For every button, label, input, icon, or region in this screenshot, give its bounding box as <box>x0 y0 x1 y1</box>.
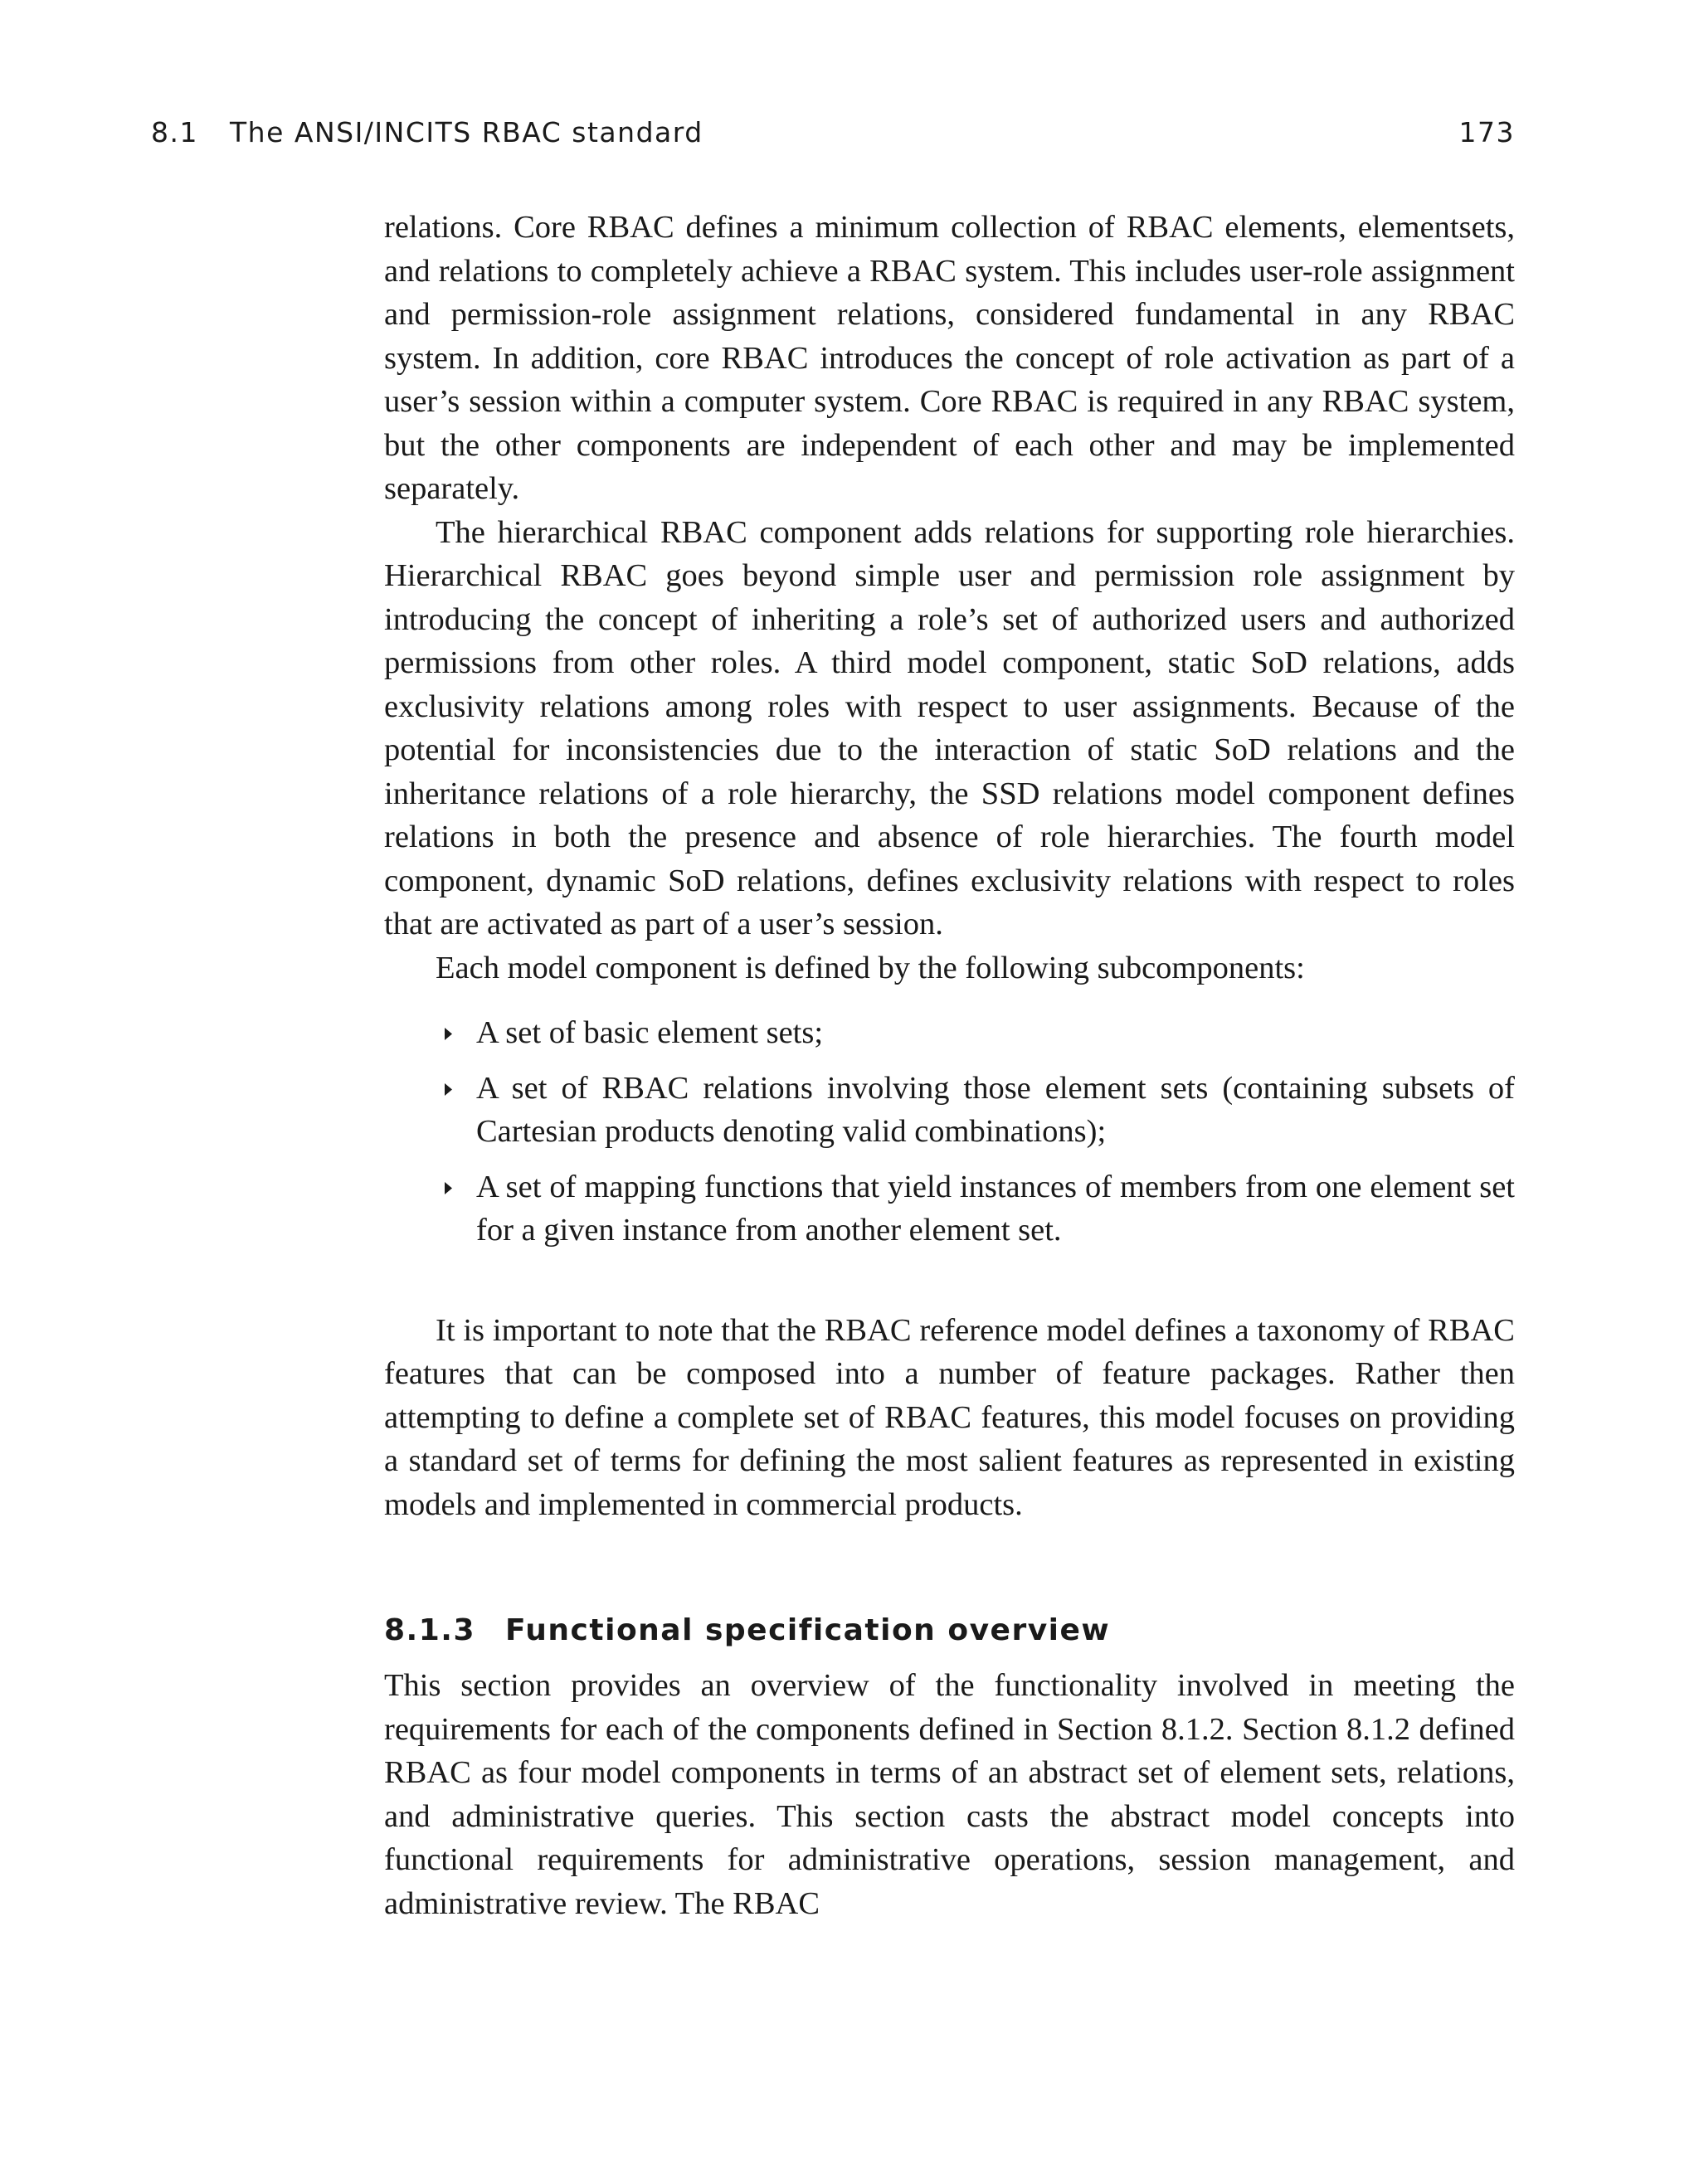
section-heading-title: Functional specification overview <box>505 1613 1111 1647</box>
triangle-bullet-icon <box>445 1083 452 1096</box>
list-item-text: A set of mapping functions that yield instances of members from one element set for a given instance from another element set. <box>476 1169 1515 1248</box>
paragraph-taxonomy-note: It is important to note that the RBAC reference model defines a taxonomy of RBAC features that can be composed into a number of feature packages. Rather then attempting to define a complete set of RBAC features, this model focuses on providing a standard set of terms for defining the most salient features as represented in existing models and implemented in commercial products. <box>384 1312 1515 1522</box>
list-item <box>384 1011 1515 1055</box>
running-head-section-number: 8.1 <box>151 116 198 148</box>
paragraph-core-rbac: relations. Core RBAC defines a minimum collection of RBAC elements, elementsets, and relations to completely achieve a RBAC system. This includes user-role assignment and permission-role assignment relations, considered fundamental in any RBAC system. In addition, core RBAC introduces the concept of role activation as part of a user’s session within a computer system. Core RBAC is required in any RBAC system, but the other components are independent of each other and may be implemented separately. <box>384 210 1515 506</box>
paragraph-functional-overview: This section provides an overview of the functionality involved in meeting the requirements for each of the components defined in Section 8.1.2. Section 8.1.2 defined RBAC as four model components in terms of an abstract set of element sets, relations, and administrative queries. This section casts the abstract model concepts into functional requirements for administrative operations, session management, and administrative review. The RBAC <box>384 1668 1515 1921</box>
paragraph-subcomponents-intro: Each model component is defined by the following subcomponents: <box>436 950 1305 985</box>
subcomponent-list <box>384 1011 1515 1253</box>
list-item <box>384 1067 1515 1154</box>
section-heading-number: 8.1.3 <box>384 1613 475 1647</box>
page-number: 173 <box>1458 116 1515 148</box>
body-text <box>384 206 1515 1925</box>
running-head-section-title: The ANSI/INCITS RBAC standard <box>230 116 703 148</box>
triangle-bullet-icon <box>445 1028 452 1040</box>
triangle-bullet-icon <box>445 1182 452 1194</box>
list-item-text: A set of basic element sets; <box>476 1015 824 1050</box>
running-head <box>151 116 1515 158</box>
list-item <box>384 1165 1515 1253</box>
paragraph-hierarchical-rbac: The hierarchical RBAC component adds relations for supporting role hierarchies. Hierarchical RBAC goes beyond simple user and permission role assignment by introducing the concept of inheriting a role’s set of authorized users and authorized permissions from other roles. A third model component, static SoD relations, adds exclusivity relations among roles with respect to user assignments. Because of the potential for inconsistencies due to the interaction of static SoD relations and the inheritance relations of a role hierarchy, the SSD relations model component defines relations in both the presence and absence of role hierarchies. The fourth model component, dynamic SoD relations, defines exclusivity relations with respect to roles that are activated as part of a user’s session. <box>384 514 1515 941</box>
list-item-text: A set of RBAC relations involving those element sets (containing subsets of Cartesian products denoting valid combinations); <box>476 1070 1515 1149</box>
spacer <box>384 1264 1515 1309</box>
section-heading <box>384 1609 1515 1652</box>
spacer <box>384 1526 1515 1609</box>
